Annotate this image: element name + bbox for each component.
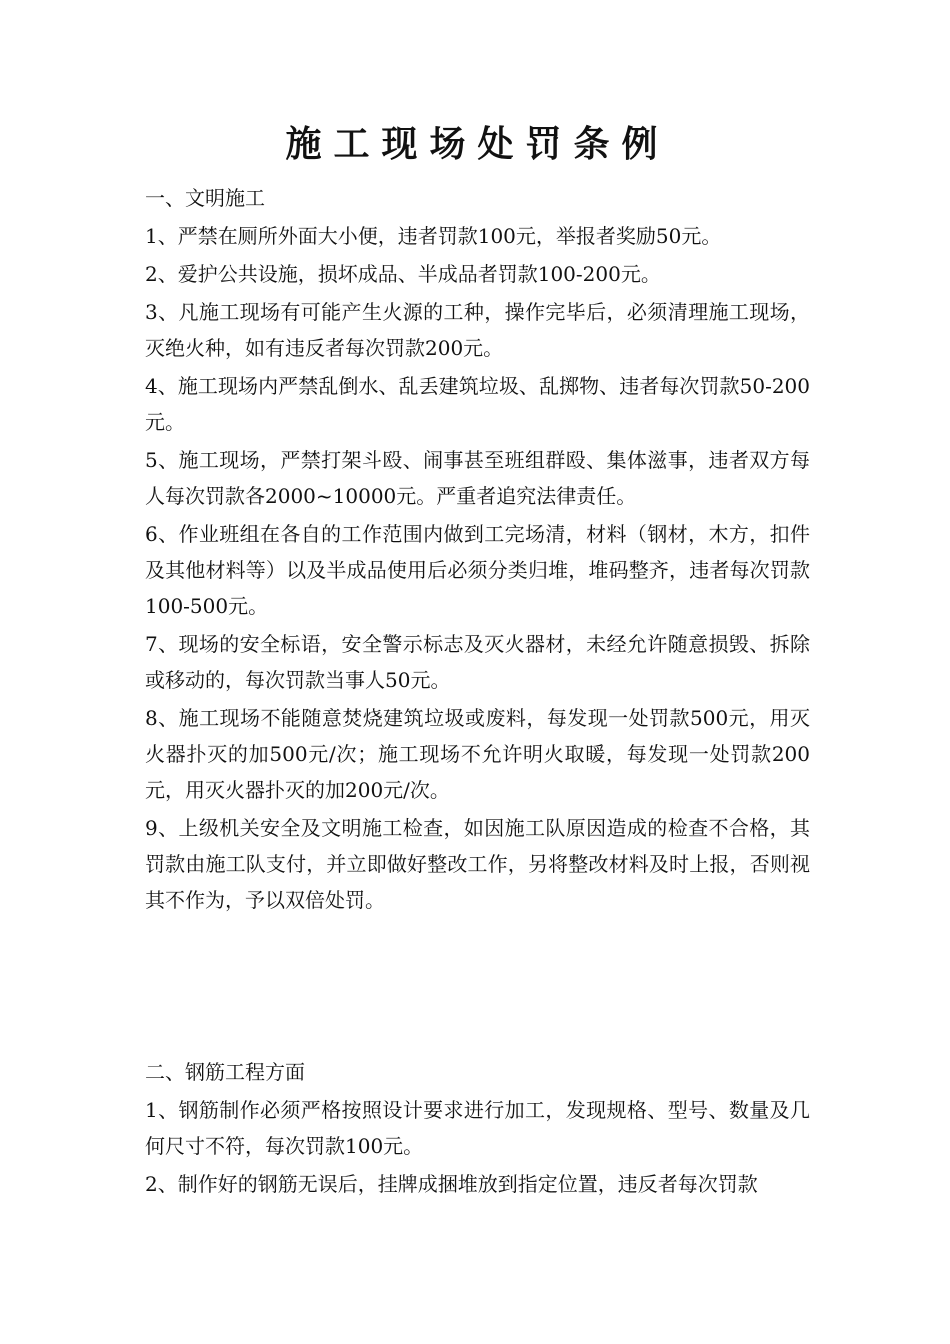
- section-heading: 二、钢筋工程方面: [145, 1060, 305, 1084]
- rule-item: 7、现场的安全标语，安全警示标志及灭火器材，未经允许随意损毁、拆除或移动的，每次罚款当事人50元。: [145, 632, 810, 692]
- rule-item: 5、施工现场，严禁打架斗殴、闹事甚至班组群殴、集体滋事，违者双方每人每次罚款各2000~10000元。严重者追究法律责任。: [145, 448, 810, 508]
- rule-item: 9、上级机关安全及文明施工检查，如因施工队原因造成的检查不合格，其罚款由施工队支付，并立即做好整改工作，另将整改材料及时上报，否则视其不作为，予以双倍处罚。: [145, 816, 810, 912]
- rule-item: 2、爱护公共设施，损坏成品、半成品者罚款100-200元。: [145, 262, 661, 286]
- section-heading: 一、文明施工: [145, 186, 265, 210]
- rule-item: 2、制作好的钢筋无误后，挂牌成捆堆放到指定位置，违反者每次罚款: [145, 1172, 758, 1196]
- document-title: 施工现场处罚条例: [285, 123, 670, 165]
- section-civilized-construction: [145, 180, 810, 920]
- rule-item: 1、钢筋制作必须严格按照设计要求进行加工，发现规格、型号、数量及几何尺寸不符，每次罚款100元。: [145, 1098, 810, 1158]
- rule-item: 1、严禁在厕所外面大小便，违者罚款100元，举报者奖励50元。: [145, 224, 722, 248]
- rule-item: 8、施工现场不能随意焚烧建筑垃圾或废料，每发现一处罚款500元，用灭火器扑灭的加500元/次；施工现场不允许明火取暖，每发现一处罚款200元，用灭火器扑灭的加200元/次。: [145, 706, 810, 802]
- rule-item: 3、凡施工现场有可能产生火源的工种，操作完毕后，必须清理施工现场，灭绝火种，如有违反者每次罚款200元。: [145, 300, 810, 360]
- rule-item: 6、作业班组在各自的工作范围内做到工完场清，材料（钢材，木方，扣件及其他材料等）以及半成品使用后必须分类归堆，堆码整齐，违者每次罚款100-500元。: [145, 522, 810, 618]
- rule-item: 4、施工现场内严禁乱倒水、乱丢建筑垃圾、乱掷物、违者每次罚款50-200元。: [145, 374, 810, 434]
- section-rebar-engineering: [145, 1054, 810, 1204]
